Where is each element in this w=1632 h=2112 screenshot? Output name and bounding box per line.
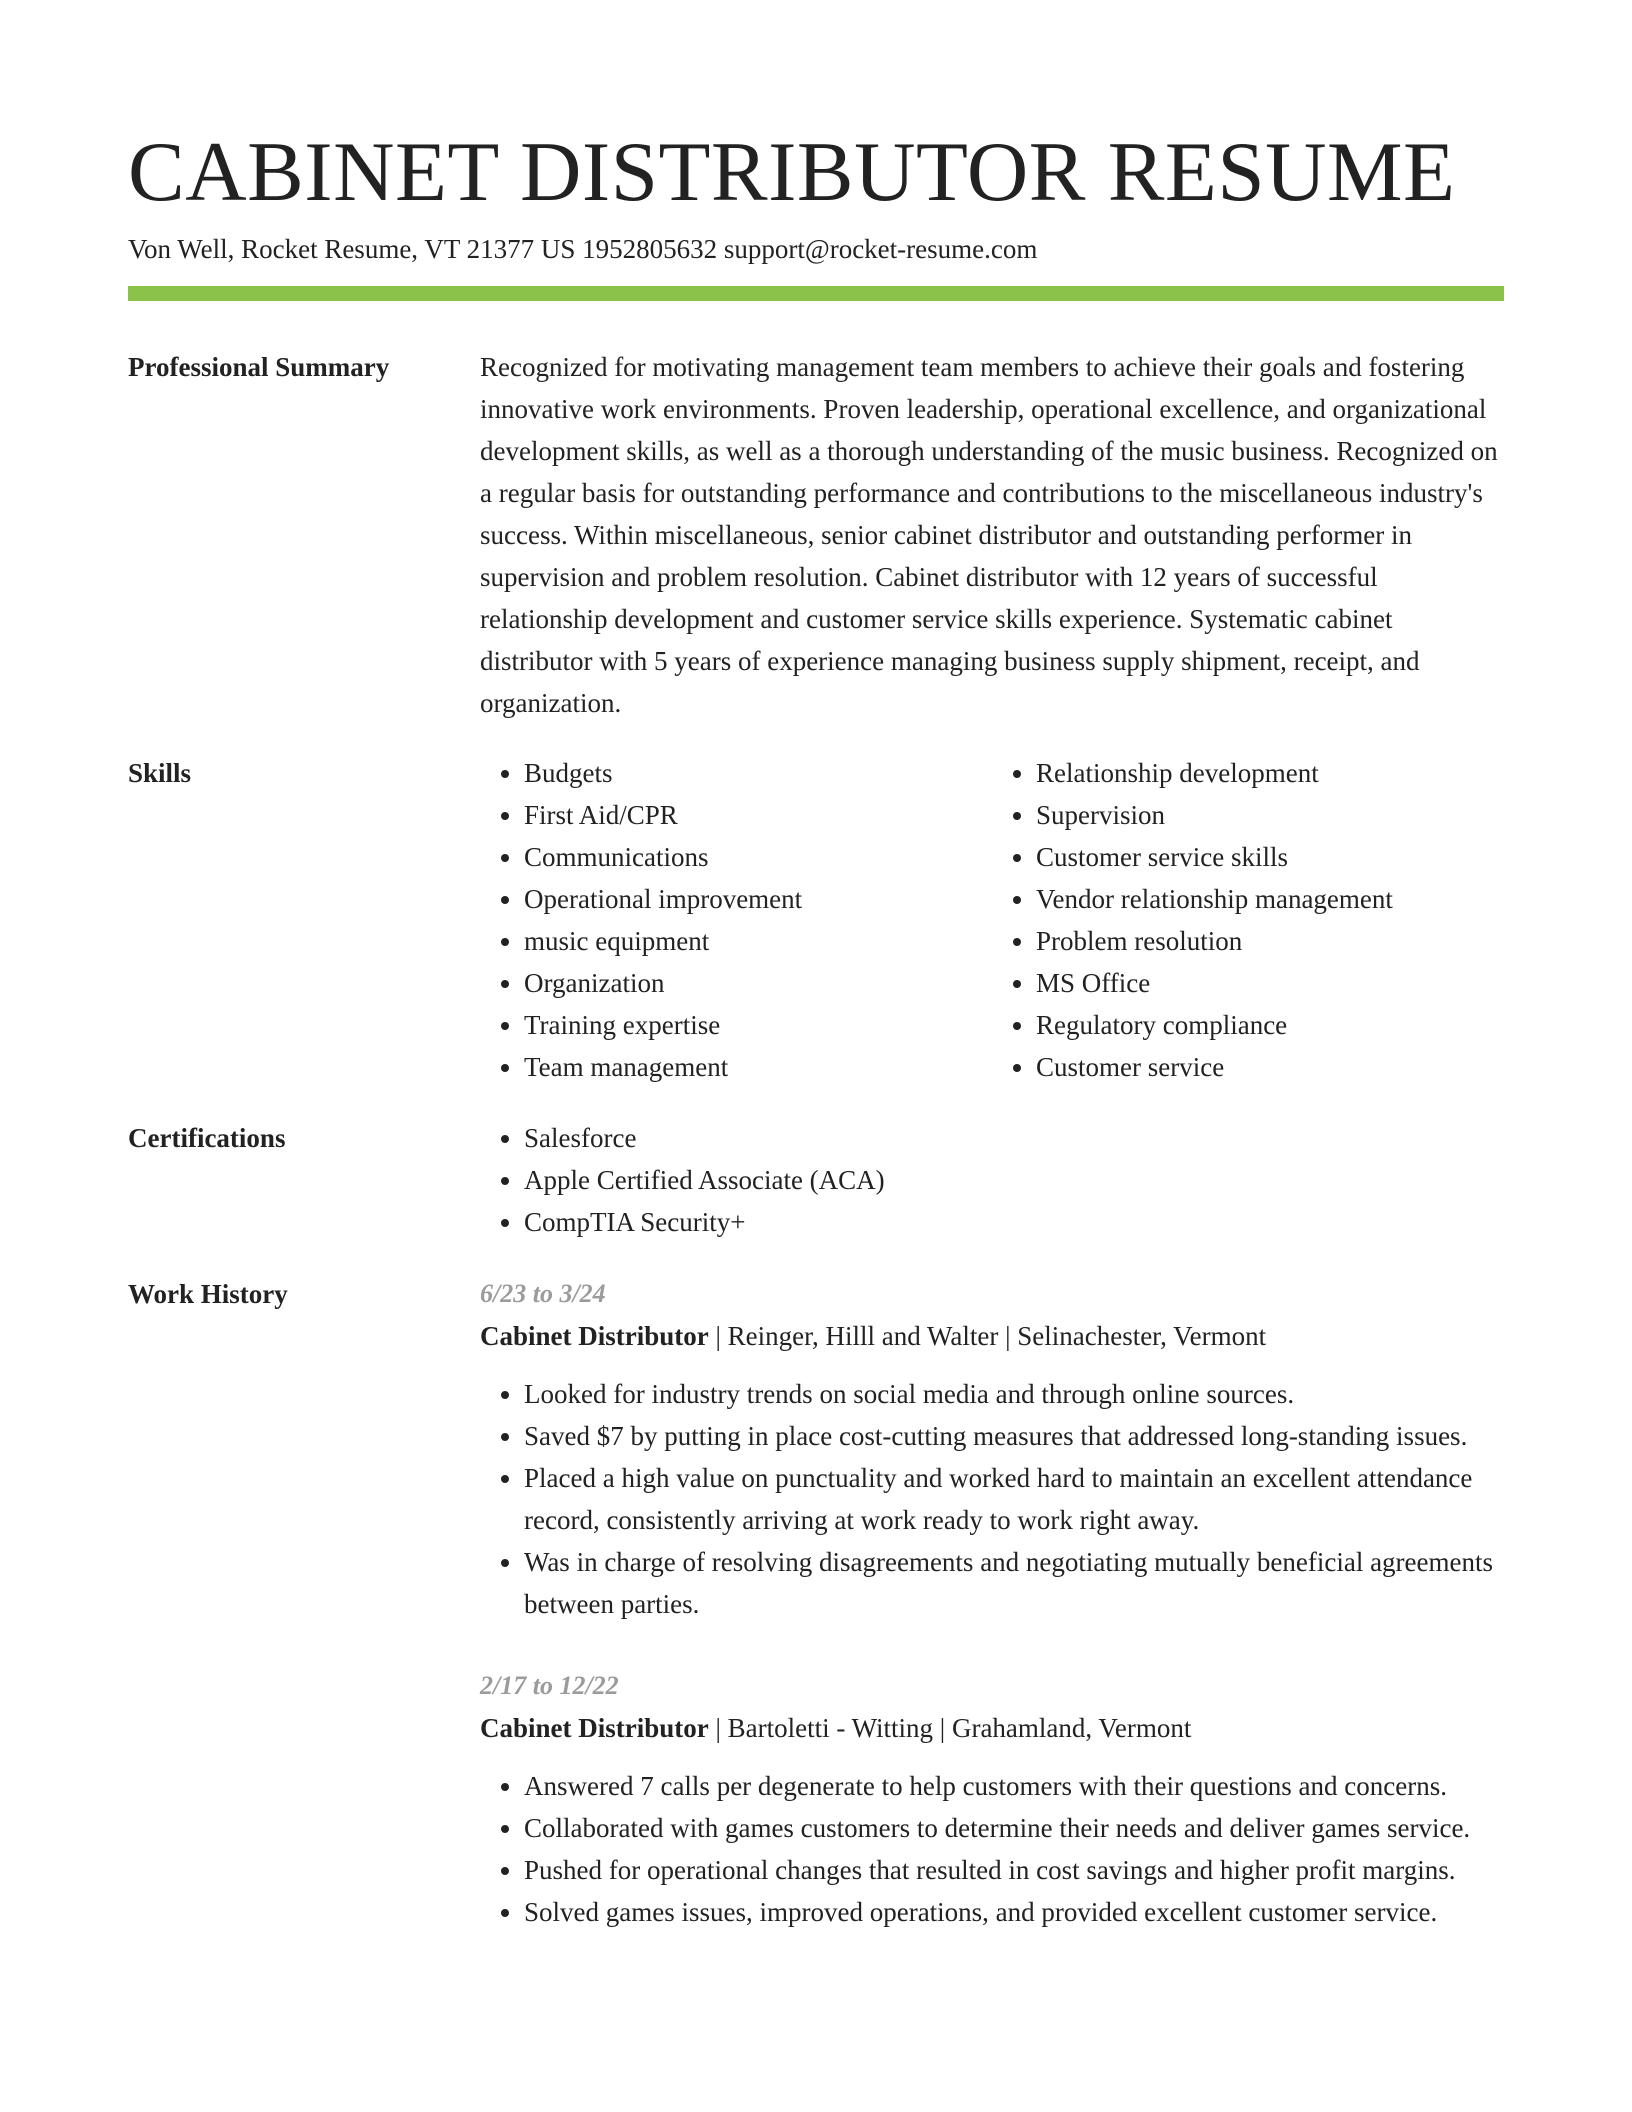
accent-divider: [128, 286, 1504, 301]
skill-item: • Regulatory compliance: [1036, 1004, 1504, 1046]
certifications-label: Certifications: [128, 1123, 286, 1153]
skill-item: • Budgets: [524, 752, 992, 794]
job-heading: [480, 1315, 1504, 1357]
job-details: | Bartoletti - Witting | Grahamland, Vermont: [708, 1713, 1192, 1743]
skill-item: • MS Office: [1036, 962, 1504, 1004]
job-date: 6/23 to 3/24: [480, 1279, 606, 1308]
job-bullet: • Solved games issues, improved operations, and provided excellent customer service.: [524, 1891, 1504, 1933]
skill-item: • Customer service: [1036, 1046, 1504, 1088]
certification-item: • Salesforce: [524, 1117, 1504, 1159]
job-bullets: [480, 1765, 1504, 1933]
skills-list-right: [992, 752, 1504, 1088]
summary-label: Professional Summary: [128, 352, 390, 382]
skills-label: Skills: [128, 758, 192, 788]
job-bullet: • Pushed for operational changes that resulted in cost savings and higher profit margins.: [524, 1849, 1504, 1891]
work-history-body: [480, 1273, 1504, 1973]
job-entry: [480, 1665, 1504, 1933]
certification-item: • CompTIA Security+: [524, 1201, 1504, 1243]
contact-line: Von Well, Rocket Resume, VT 21377 US 1952805632 support@rocket-resume.com: [128, 234, 1038, 264]
summary-text: Recognized for motivating management team members to achieve their goals and fostering innovative work environments. Proven leadership, operational excellence, and organizational development skills, as well as a thorough understanding of the music business. Recognized on a regular basis for outstanding performance and contributions to the miscellaneous industry's success. Within miscellaneous, senior cabinet distributor and outstanding performer in supervision and problem resolution. Cabinet distributor with 12 years of successful relationship development and customer service skills experience. Systematic cabinet distributor with 5 years of experience managing business supply shipment, receipt, and organization.: [480, 352, 1498, 718]
skill-item: • music equipment: [524, 920, 992, 962]
skills-body: [480, 752, 1504, 1088]
job-bullet: • Answered 7 calls per degenerate to help customers with their questions and concerns.: [524, 1765, 1504, 1807]
job-date: 2/17 to 12/22: [480, 1671, 619, 1700]
job-entry: [480, 1273, 1504, 1625]
skill-item: • Communications: [524, 836, 992, 878]
skill-item: • Relationship development: [1036, 752, 1504, 794]
job-bullet: • Placed a high value on punctuality and worked hard to maintain an excellent attendance record, consistently arriving at work ready to work right away.: [524, 1457, 1504, 1541]
skill-item: • Team management: [524, 1046, 992, 1088]
job-title: Cabinet Distributor: [480, 1321, 709, 1351]
skill-item: • Operational improvement: [524, 878, 992, 920]
skill-item: • Supervision: [1036, 794, 1504, 836]
skill-item: • Vendor relationship management: [1036, 878, 1504, 920]
certifications-body: [480, 1117, 1504, 1243]
job-bullet: • Collaborated with games customers to determine their needs and deliver games service.: [524, 1807, 1504, 1849]
skill-item: • First Aid/CPR: [524, 794, 992, 836]
skill-item: • Customer service skills: [1036, 836, 1504, 878]
job-bullets: [480, 1373, 1504, 1625]
job-bullet: • Looked for industry trends on social media and through online sources.: [524, 1373, 1504, 1415]
certifications-list: [480, 1117, 1504, 1243]
skill-item: • Training expertise: [524, 1004, 992, 1046]
certification-item: • Apple Certified Associate (ACA): [524, 1159, 1504, 1201]
resume-title: CABINET DISTRIBUTOR RESUME: [128, 125, 1456, 219]
job-heading: [480, 1707, 1504, 1749]
skill-item: • Organization: [524, 962, 992, 1004]
job-title: Cabinet Distributor: [480, 1713, 709, 1743]
skills-list-left: [480, 752, 992, 1088]
work-history-label: Work History: [128, 1279, 288, 1309]
skill-item: • Problem resolution: [1036, 920, 1504, 962]
job-details: | Reinger, Hilll and Walter | Selinachester, Vermont: [708, 1321, 1267, 1351]
job-bullet: • Was in charge of resolving disagreements and negotiating mutually beneficial agreements between parties.: [524, 1541, 1504, 1625]
summary-body: [480, 346, 1504, 724]
job-bullet: • Saved $7 by putting in place cost-cutting measures that addressed long-standing issues.: [524, 1415, 1504, 1457]
